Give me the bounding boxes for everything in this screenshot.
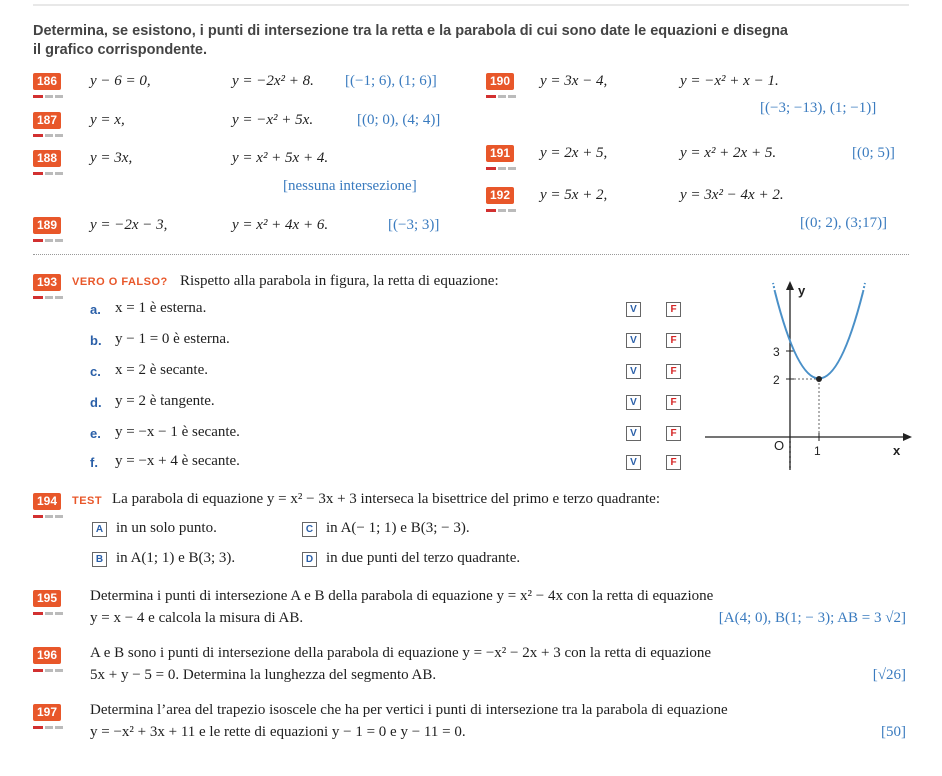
option-c-text: in A(− 1; 1) e B(3; − 3). bbox=[326, 520, 470, 536]
y-tick-label-2: 2 bbox=[773, 373, 780, 387]
difficulty-indicator bbox=[33, 669, 63, 672]
exercise-number: 191 bbox=[486, 145, 514, 162]
item-letter: d. bbox=[90, 395, 102, 410]
item-text: y = −x − 1 è secante. bbox=[115, 424, 240, 440]
x-axis-arrow bbox=[903, 433, 912, 441]
origin-label: O bbox=[774, 438, 785, 453]
parabola-equation: y = x² + 4x + 6. bbox=[232, 217, 329, 233]
false-checkbox[interactable]: F bbox=[666, 426, 681, 441]
line-equation: y = 5x + 2, bbox=[540, 187, 608, 203]
difficulty-indicator bbox=[33, 296, 63, 299]
item-letter: e. bbox=[90, 426, 101, 441]
parabola-equation: y = −x² + x − 1. bbox=[680, 73, 779, 89]
item-letter: a. bbox=[90, 302, 101, 317]
curve-continuation-left bbox=[773, 283, 775, 292]
exercise-tag: TEST bbox=[72, 495, 103, 507]
answer: [(−3; −13), (1; −1)] bbox=[760, 100, 877, 116]
difficulty-indicator bbox=[486, 167, 516, 170]
item-text: y = −x + 4 è secante. bbox=[115, 453, 240, 469]
item-letter: c. bbox=[90, 364, 101, 379]
exercise-number: 196 bbox=[33, 647, 61, 664]
difficulty-indicator bbox=[33, 134, 63, 137]
exercise-number: 193 bbox=[33, 274, 61, 291]
intro-line-2: il grafico corrispondente. bbox=[33, 42, 208, 58]
parabola-curve bbox=[775, 292, 863, 379]
x-tick-label: 1 bbox=[814, 444, 821, 458]
option-d-text: in due punti del terzo quadrante. bbox=[326, 550, 521, 566]
option-d-box[interactable]: D bbox=[302, 552, 317, 567]
intro-line-1: Determina, se esistono, i punti di intersezione tra la retta e la parabola di cui sono date le equazioni e disegna bbox=[33, 23, 788, 39]
true-checkbox[interactable]: V bbox=[626, 302, 641, 317]
intro-text bbox=[33, 22, 788, 60]
answer: [50] bbox=[881, 724, 906, 740]
y-axis-label: y bbox=[798, 283, 806, 298]
option-b-box[interactable]: B bbox=[92, 552, 107, 567]
top-rule bbox=[33, 4, 909, 6]
exercise-number: 194 bbox=[33, 493, 61, 510]
true-checkbox[interactable]: V bbox=[626, 395, 641, 410]
exercise-number: 192 bbox=[486, 187, 514, 204]
false-checkbox[interactable]: F bbox=[666, 395, 681, 410]
answer: [(−1; 6), (1; 6)] bbox=[345, 73, 437, 89]
parabola-equation: y = −x² + 5x. bbox=[232, 112, 314, 128]
parabola-equation: y = 3x² − 4x + 2. bbox=[680, 187, 784, 203]
exercise-text: Rispetto alla parabola in figura, la retta di equazione: bbox=[180, 273, 499, 289]
exercise-number: 189 bbox=[33, 217, 61, 234]
curve-continuation-right bbox=[863, 283, 865, 292]
difficulty-indicator bbox=[33, 726, 63, 729]
false-checkbox[interactable]: F bbox=[666, 364, 681, 379]
answer: [√26] bbox=[872, 667, 906, 683]
option-a-text: in un solo punto. bbox=[116, 520, 217, 536]
option-c-box[interactable]: C bbox=[302, 522, 317, 537]
exercise-text-line-2: y = x − 4 e calcola la misura di AB. bbox=[90, 610, 304, 626]
line-equation: y = 3x, bbox=[90, 150, 133, 166]
difficulty-indicator bbox=[33, 515, 63, 518]
item-text: x = 2 è secante. bbox=[115, 362, 209, 378]
item-letter: f. bbox=[90, 455, 98, 470]
answer: [nessuna intersezione] bbox=[283, 178, 417, 194]
false-checkbox[interactable]: F bbox=[666, 333, 681, 348]
exercise-number: 187 bbox=[33, 112, 61, 129]
answer: [(0; 5)] bbox=[852, 145, 895, 161]
exercise-text-line-1: Determina i punti di intersezione A e B della parabola di equazione y = x² − 4x con la retta di equazione bbox=[90, 588, 714, 604]
parabola-equation: y = −2x² + 8. bbox=[232, 73, 314, 89]
item-letter: b. bbox=[90, 333, 102, 348]
line-equation: y = 2x + 5, bbox=[540, 145, 608, 161]
line-equation: y − 6 = 0, bbox=[90, 73, 151, 89]
parabola-equation: y = x² + 2x + 5. bbox=[680, 145, 777, 161]
false-checkbox[interactable]: F bbox=[666, 455, 681, 470]
vertex-point bbox=[816, 376, 822, 382]
true-checkbox[interactable]: V bbox=[626, 364, 641, 379]
true-checkbox[interactable]: V bbox=[626, 455, 641, 470]
false-checkbox[interactable]: F bbox=[666, 302, 681, 317]
difficulty-indicator bbox=[33, 172, 63, 175]
answer: [A(4; 0), B(1; − 3); AB = 3 √2] bbox=[718, 610, 906, 626]
option-b-text: in A(1; 1) e B(3; 3). bbox=[116, 550, 236, 566]
difficulty-indicator bbox=[486, 209, 516, 212]
difficulty-indicator bbox=[33, 95, 63, 98]
y-tick-label-3: 3 bbox=[773, 345, 780, 359]
exercise-number: 195 bbox=[33, 590, 61, 607]
line-equation: y = x, bbox=[90, 112, 125, 128]
line-equation: y = −2x − 3, bbox=[90, 217, 168, 233]
x-axis-label: x bbox=[893, 443, 901, 458]
exercise-text-line-1: A e B sono i punti di intersezione della parabola di equazione y = −x² − 2x + 3 con la retta di equazione bbox=[90, 645, 712, 661]
exercise-number: 188 bbox=[33, 150, 61, 167]
true-checkbox[interactable]: V bbox=[626, 333, 641, 348]
exercise-text: La parabola di equazione y = x² − 3x + 3 interseca la bisettrice del primo e terzo quadrante: bbox=[112, 491, 660, 507]
y-axis-arrow bbox=[786, 281, 794, 290]
difficulty-indicator bbox=[33, 239, 63, 242]
answer: [(0; 0), (4; 4)] bbox=[357, 112, 441, 128]
difficulty-indicator bbox=[33, 612, 63, 615]
answer: [(−3; 3)] bbox=[388, 217, 440, 233]
exercise-text-line-1: Determina l’area del trapezio isoscele che ha per vertici i punti di intersezione tra la parabola di equazione bbox=[90, 702, 728, 718]
exercise-number: 197 bbox=[33, 704, 61, 721]
answer: [(0; 2), (3;17)] bbox=[800, 215, 888, 231]
item-text: y = 2 è tangente. bbox=[115, 393, 215, 409]
section-separator bbox=[33, 254, 909, 255]
parabola-graph bbox=[700, 275, 920, 475]
parabola-equation: y = x² + 5x + 4. bbox=[232, 150, 329, 166]
true-checkbox[interactable]: V bbox=[626, 426, 641, 441]
item-text: x = 1 è esterna. bbox=[115, 300, 207, 316]
item-text: y − 1 = 0 è esterna. bbox=[115, 331, 230, 347]
exercise-text-line-2: y = −x² + 3x + 11 e le rette di equazioni y − 1 = 0 e y − 11 = 0. bbox=[90, 724, 466, 740]
exercise-tag: VERO O FALSO? bbox=[72, 276, 168, 288]
option-a-box[interactable]: A bbox=[92, 522, 107, 537]
exercise-text-line-2: 5x + y − 5 = 0. Determina la lunghezza del segmento AB. bbox=[90, 667, 437, 683]
line-equation: y = 3x − 4, bbox=[540, 73, 608, 89]
exercise-number: 190 bbox=[486, 73, 514, 90]
difficulty-indicator bbox=[486, 95, 516, 98]
exercise-number: 186 bbox=[33, 73, 61, 90]
